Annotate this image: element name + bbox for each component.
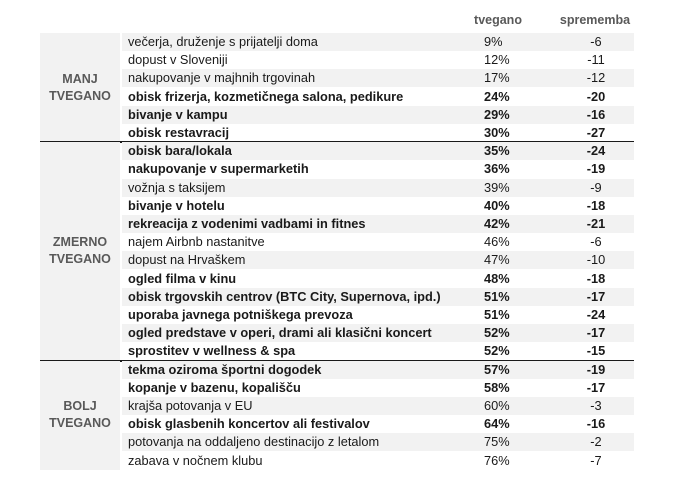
change-value: -7: [590, 452, 602, 468]
activity-label: tekma oziroma športni dogodek: [128, 361, 322, 377]
risk-value: 76%: [484, 452, 510, 468]
change-value: -10: [586, 252, 606, 268]
table-row: [122, 51, 634, 69]
table-row: [122, 106, 634, 124]
activity-label: večerja, druženje s prijatelji doma: [128, 34, 318, 49]
risk-value: 51%: [484, 288, 510, 304]
risk-value: 64%: [484, 416, 510, 432]
change-value: -27: [586, 125, 606, 140]
risk-value: 60%: [484, 398, 510, 413]
risk-value: 29%: [484, 106, 510, 122]
risk-value: 24%: [484, 88, 510, 104]
change-value: -12: [586, 70, 606, 86]
table-row: [122, 306, 634, 324]
risk-value: 17%: [484, 70, 510, 86]
group-label: [40, 234, 120, 268]
group-label-line: MANJ: [62, 71, 98, 86]
table-row: [122, 288, 634, 306]
change-value: -24: [586, 307, 606, 322]
activity-label: rekreacija z vodenimi vadbami in fitnes: [128, 216, 366, 231]
group-label: [40, 398, 120, 432]
activity-label: potovanja na oddaljeno destinacijo z letalom: [128, 434, 380, 450]
table-row: [122, 197, 634, 215]
activity-label: vožnja s taksijem: [128, 179, 226, 195]
activity-label: zabava v nočnem klubu: [128, 452, 263, 468]
risk-value: 57%: [484, 361, 510, 377]
table-row: [122, 124, 634, 142]
change-value: -24: [586, 143, 606, 159]
change-value: -9: [590, 179, 602, 195]
activity-label: obisk frizerja, kozmetičnega salona, pedikure: [128, 88, 404, 104]
risk-value: 9%: [484, 34, 503, 49]
activity-label: dopust v Sloveniji: [128, 52, 228, 68]
table-row: [122, 160, 634, 178]
risk-value: 39%: [484, 179, 510, 195]
change-value: -15: [586, 343, 606, 359]
change-value: -21: [586, 216, 606, 231]
table-row: [122, 142, 634, 160]
table-row: [122, 361, 634, 379]
column-header-tvegano: tvegano: [474, 13, 522, 27]
change-value: -6: [590, 34, 602, 49]
risk-value: 40%: [484, 197, 510, 213]
table-row: [122, 397, 634, 415]
change-value: -11: [587, 52, 605, 68]
activity-label: najem Airbnb nastanitve: [128, 234, 265, 250]
change-value: -20: [586, 88, 606, 104]
risk-value: 12%: [484, 52, 510, 68]
risk-value: 75%: [484, 434, 510, 450]
activity-label: nakupovanje v majhnih trgovinah: [128, 70, 316, 86]
risk-value: 46%: [484, 234, 510, 250]
activity-label: uporaba javnega potniškega prevoza: [128, 307, 353, 322]
activity-label: sprostitev v wellness & spa: [128, 343, 296, 359]
risk-value: 35%: [484, 143, 510, 159]
activity-label: ogled predstave v operi, drami ali klasični koncert: [128, 325, 432, 341]
table-row: [122, 433, 634, 451]
risk-value: 42%: [484, 216, 510, 231]
group-label-line: BOLJ: [63, 399, 97, 414]
table-row: [122, 379, 634, 397]
table-row: [122, 88, 634, 106]
change-value: -19: [586, 361, 606, 377]
activity-label: obisk trgovskih centrov (BTC City, Supernova, ipd.): [128, 288, 441, 304]
change-value: -17: [586, 379, 606, 395]
activity-label: obisk restavracij: [128, 125, 230, 140]
group-label-line: TVEGANO: [49, 88, 111, 103]
table-row: [122, 270, 634, 288]
change-value: -17: [586, 325, 606, 341]
risk-value: 48%: [484, 270, 510, 286]
change-value: -18: [586, 270, 606, 286]
change-value: -16: [586, 416, 606, 432]
table-row: [122, 324, 634, 342]
risk-value: 30%: [484, 125, 510, 140]
risk-value: 58%: [484, 379, 510, 395]
change-value: -2: [590, 434, 602, 450]
change-value: -6: [590, 234, 602, 250]
group-label-line: TVEGANO: [49, 416, 111, 431]
group-label-line: TVEGANO: [49, 252, 111, 267]
group-band: [40, 142, 120, 360]
column-header-sprememba: sprememba: [559, 13, 631, 27]
change-value: -18: [586, 197, 606, 213]
table-row: [122, 215, 634, 233]
activity-label: bivanje v kampu: [128, 106, 228, 122]
activity-label: obisk glasbenih koncertov ali festivalov: [128, 416, 370, 432]
table-row: [122, 69, 634, 87]
group-label-line: ZMERNO: [52, 235, 108, 250]
change-value: -19: [586, 161, 606, 177]
risk-value: 36%: [484, 161, 510, 177]
activity-label: ogled filma v kinu: [128, 270, 237, 286]
table-row: [122, 179, 634, 197]
change-value: -3: [590, 398, 602, 413]
activity-label: kopanje v bazenu, kopališču: [128, 379, 301, 395]
table-row: [122, 33, 634, 51]
activity-label: dopust na Hrvaškem: [128, 252, 246, 268]
group-label: [40, 71, 120, 105]
risk-value: 52%: [484, 325, 510, 341]
table-row: [122, 342, 634, 360]
group-band: [40, 361, 120, 470]
activity-label: nakupovanje v supermarketih: [128, 161, 309, 177]
risk-value: 51%: [484, 307, 510, 322]
table-row: [122, 452, 634, 470]
table-row: [122, 251, 634, 269]
activity-label: obisk bara/lokala: [128, 143, 232, 159]
activity-label: bivanje v hotelu: [128, 197, 225, 213]
change-value: -16: [586, 106, 606, 122]
risk-value: 47%: [484, 252, 510, 268]
risk-value: 52%: [484, 343, 510, 359]
table-row: [122, 415, 634, 433]
group-band: [40, 33, 120, 142]
activity-label: krajša potovanja v EU: [128, 398, 253, 413]
table-row: [122, 233, 634, 251]
change-value: -17: [586, 288, 606, 304]
